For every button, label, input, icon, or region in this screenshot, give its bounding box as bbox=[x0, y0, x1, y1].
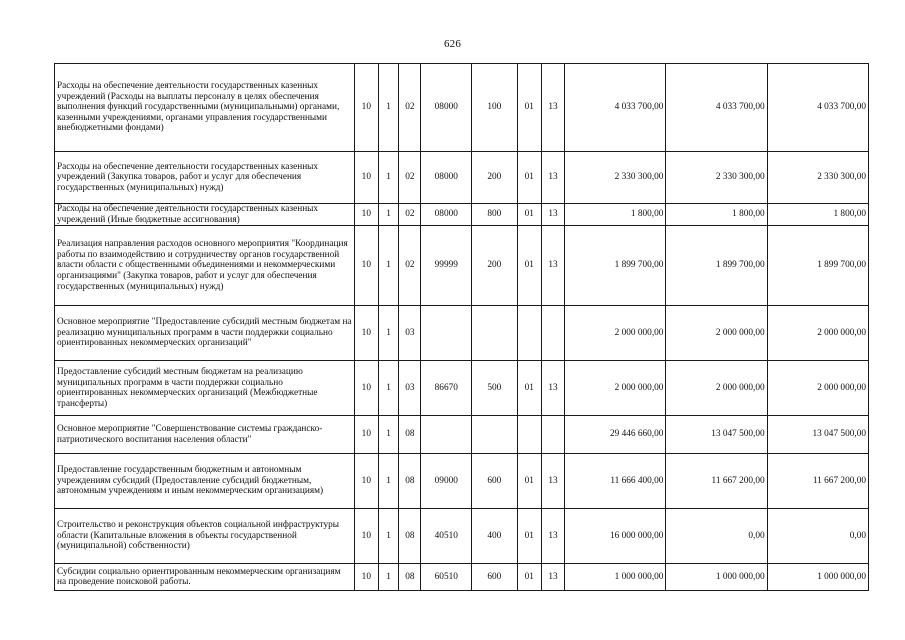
amount-year-1: 29 446 660,00 bbox=[565, 416, 666, 454]
amount-year-1: 1 899 700,00 bbox=[565, 226, 666, 306]
section-code: 10 bbox=[354, 416, 378, 454]
program-code: 02 bbox=[399, 226, 421, 306]
row-description: Расходы на обеспечение деятельности государственных казенных учреждений (Иные бюджетные ассигнования) bbox=[55, 204, 355, 226]
kosgu-code-2 bbox=[541, 306, 564, 361]
program-code: 02 bbox=[399, 204, 421, 226]
kosgu-code-2: 13 bbox=[541, 152, 564, 204]
amount-year-1: 2 330 300,00 bbox=[565, 152, 666, 204]
row-description: Предоставление субсидий местным бюджетам на реализацию муниципальных программ в части поддержки социально ориентированных некоммерческих организаций (Межбюджетные трансферты) bbox=[55, 361, 355, 416]
kosgu-code-2: 13 bbox=[541, 564, 564, 591]
program-code: 02 bbox=[399, 64, 421, 152]
row-description: Основное мероприятие "Совершенствование системы гражданско-патриотического воспитания населения области" bbox=[55, 416, 355, 454]
kosgu-code-1: 01 bbox=[517, 226, 541, 306]
expense-type-code: 800 bbox=[472, 204, 518, 226]
program-code: 08 bbox=[399, 509, 421, 564]
target-code: 86670 bbox=[421, 361, 472, 416]
subsection-code: 1 bbox=[378, 152, 398, 204]
table-row bbox=[55, 152, 869, 204]
amount-year-1: 4 033 700,00 bbox=[565, 64, 666, 152]
expense-type-code: 600 bbox=[472, 564, 518, 591]
section-code: 10 bbox=[354, 152, 378, 204]
target-code: 99999 bbox=[421, 226, 472, 306]
kosgu-code-1: 01 bbox=[517, 204, 541, 226]
table-row bbox=[55, 416, 869, 454]
kosgu-code-1: 01 bbox=[517, 64, 541, 152]
program-code: 03 bbox=[399, 361, 421, 416]
amount-year-1: 11 666 400,00 bbox=[565, 454, 666, 509]
amount-year-2: 1 000 000,00 bbox=[666, 564, 767, 591]
budget-table bbox=[54, 63, 869, 591]
amount-year-1: 2 000 000,00 bbox=[565, 361, 666, 416]
table-row bbox=[55, 64, 869, 152]
amount-year-2: 2 000 000,00 bbox=[666, 306, 767, 361]
kosgu-code-1: 01 bbox=[517, 361, 541, 416]
row-description: Расходы на обеспечение деятельности государственных казенных учреждений (Закупка товаров, работ и услуг для обеспечения государственных (муниципальных) нужд) bbox=[55, 152, 355, 204]
table-row bbox=[55, 509, 869, 564]
expense-type-code: 500 bbox=[472, 361, 518, 416]
amount-year-3: 1 899 700,00 bbox=[767, 226, 868, 306]
section-code: 10 bbox=[354, 454, 378, 509]
amount-year-3: 4 033 700,00 bbox=[767, 64, 868, 152]
section-code: 10 bbox=[354, 204, 378, 226]
amount-year-3: 2 000 000,00 bbox=[767, 361, 868, 416]
amount-year-2: 4 033 700,00 bbox=[666, 64, 767, 152]
expense-type-code: 200 bbox=[472, 226, 518, 306]
row-description: Предоставление государственным бюджетным и автономным учреждениям субсидий (Предоставление субсидий бюджетным, автономным учреждениям и иным некоммерческим организациям) bbox=[55, 454, 355, 509]
amount-year-2: 13 047 500,00 bbox=[666, 416, 767, 454]
amount-year-1: 1 000 000,00 bbox=[565, 564, 666, 591]
expense-type-code bbox=[472, 306, 518, 361]
amount-year-3: 1 000 000,00 bbox=[767, 564, 868, 591]
target-code: 08000 bbox=[421, 64, 472, 152]
amount-year-3: 2 330 300,00 bbox=[767, 152, 868, 204]
kosgu-code-1: 01 bbox=[517, 564, 541, 591]
table-row bbox=[55, 361, 869, 416]
subsection-code: 1 bbox=[378, 226, 398, 306]
amount-year-1: 1 800,00 bbox=[565, 204, 666, 226]
kosgu-code-1: 01 bbox=[517, 152, 541, 204]
program-code: 08 bbox=[399, 454, 421, 509]
amount-year-3: 2 000 000,00 bbox=[767, 306, 868, 361]
subsection-code: 1 bbox=[378, 509, 398, 564]
section-code: 10 bbox=[354, 306, 378, 361]
subsection-code: 1 bbox=[378, 306, 398, 361]
subsection-code: 1 bbox=[378, 64, 398, 152]
section-code: 10 bbox=[354, 564, 378, 591]
page-number: 626 bbox=[443, 38, 462, 50]
kosgu-code-2: 13 bbox=[541, 226, 564, 306]
expense-type-code: 600 bbox=[472, 454, 518, 509]
kosgu-code-1 bbox=[517, 306, 541, 361]
amount-year-1: 16 000 000,00 bbox=[565, 509, 666, 564]
amount-year-2: 1 899 700,00 bbox=[666, 226, 767, 306]
table-row bbox=[55, 306, 869, 361]
target-code: 08000 bbox=[421, 152, 472, 204]
row-description: Реализация направления расходов основного мероприятия "Координация работы по взаимодействию и сотрудничеству органов государственной власти области с общественными объединениями и некоммерческими организациями" (Закупка товаров, работ и услуг для обеспечения государственных (муниципальных) нужд) bbox=[55, 226, 355, 306]
section-code: 10 bbox=[354, 226, 378, 306]
amount-year-2: 2 000 000,00 bbox=[666, 361, 767, 416]
section-code: 10 bbox=[354, 64, 378, 152]
expense-type-code: 400 bbox=[472, 509, 518, 564]
table-row bbox=[55, 454, 869, 509]
subsection-code: 1 bbox=[378, 416, 398, 454]
amount-year-3: 0,00 bbox=[767, 509, 868, 564]
table-row bbox=[55, 204, 869, 226]
section-code: 10 bbox=[354, 361, 378, 416]
program-code: 08 bbox=[399, 416, 421, 454]
kosgu-code-2 bbox=[541, 416, 564, 454]
subsection-code: 1 bbox=[378, 204, 398, 226]
subsection-code: 1 bbox=[378, 564, 398, 591]
section-code: 10 bbox=[354, 509, 378, 564]
target-code: 60510 bbox=[421, 564, 472, 591]
program-code: 02 bbox=[399, 152, 421, 204]
program-code: 08 bbox=[399, 564, 421, 591]
target-code bbox=[421, 306, 472, 361]
target-code: 40510 bbox=[421, 509, 472, 564]
amount-year-1: 2 000 000,00 bbox=[565, 306, 666, 361]
table-row bbox=[55, 226, 869, 306]
kosgu-code-1: 01 bbox=[517, 509, 541, 564]
target-code bbox=[421, 416, 472, 454]
kosgu-code-1: 01 bbox=[517, 454, 541, 509]
kosgu-code-1 bbox=[517, 416, 541, 454]
expense-type-code: 100 bbox=[472, 64, 518, 152]
amount-year-2: 11 667 200,00 bbox=[666, 454, 767, 509]
row-description: Субсидии социально ориентированным некоммерческим организациям на проведение поисковой работы. bbox=[55, 564, 355, 591]
program-code: 03 bbox=[399, 306, 421, 361]
table-row bbox=[55, 564, 869, 591]
target-code: 09000 bbox=[421, 454, 472, 509]
target-code: 08000 bbox=[421, 204, 472, 226]
amount-year-3: 1 800,00 bbox=[767, 204, 868, 226]
amount-year-2: 1 800,00 bbox=[666, 204, 767, 226]
amount-year-2: 0,00 bbox=[666, 509, 767, 564]
amount-year-3: 11 667 200,00 bbox=[767, 454, 868, 509]
expense-type-code: 200 bbox=[472, 152, 518, 204]
row-description: Расходы на обеспечение деятельности государственных казенных учреждений (Расходы на выплаты персоналу в целях обеспечения выполнения функций государственными (муниципальными) органами, казенными учреждениями, органами управления государственными внебюджетными фондами) bbox=[55, 64, 355, 152]
row-description: Основное мероприятие "Предоставление субсидий местным бюджетам на реализацию муниципальных программ в части поддержки социально ориентированных некоммерческих организаций" bbox=[55, 306, 355, 361]
amount-year-3: 13 047 500,00 bbox=[767, 416, 868, 454]
amount-year-2: 2 330 300,00 bbox=[666, 152, 767, 204]
kosgu-code-2: 13 bbox=[541, 509, 564, 564]
kosgu-code-2: 13 bbox=[541, 64, 564, 152]
kosgu-code-2: 13 bbox=[541, 204, 564, 226]
kosgu-code-2: 13 bbox=[541, 454, 564, 509]
subsection-code: 1 bbox=[378, 361, 398, 416]
kosgu-code-2: 13 bbox=[541, 361, 564, 416]
subsection-code: 1 bbox=[378, 454, 398, 509]
expense-type-code bbox=[472, 416, 518, 454]
row-description: Строительство и реконструкция объектов социальной инфраструктуры области (Капитальные вложения в объекты государственной (муниципальной) собственности) bbox=[55, 509, 355, 564]
